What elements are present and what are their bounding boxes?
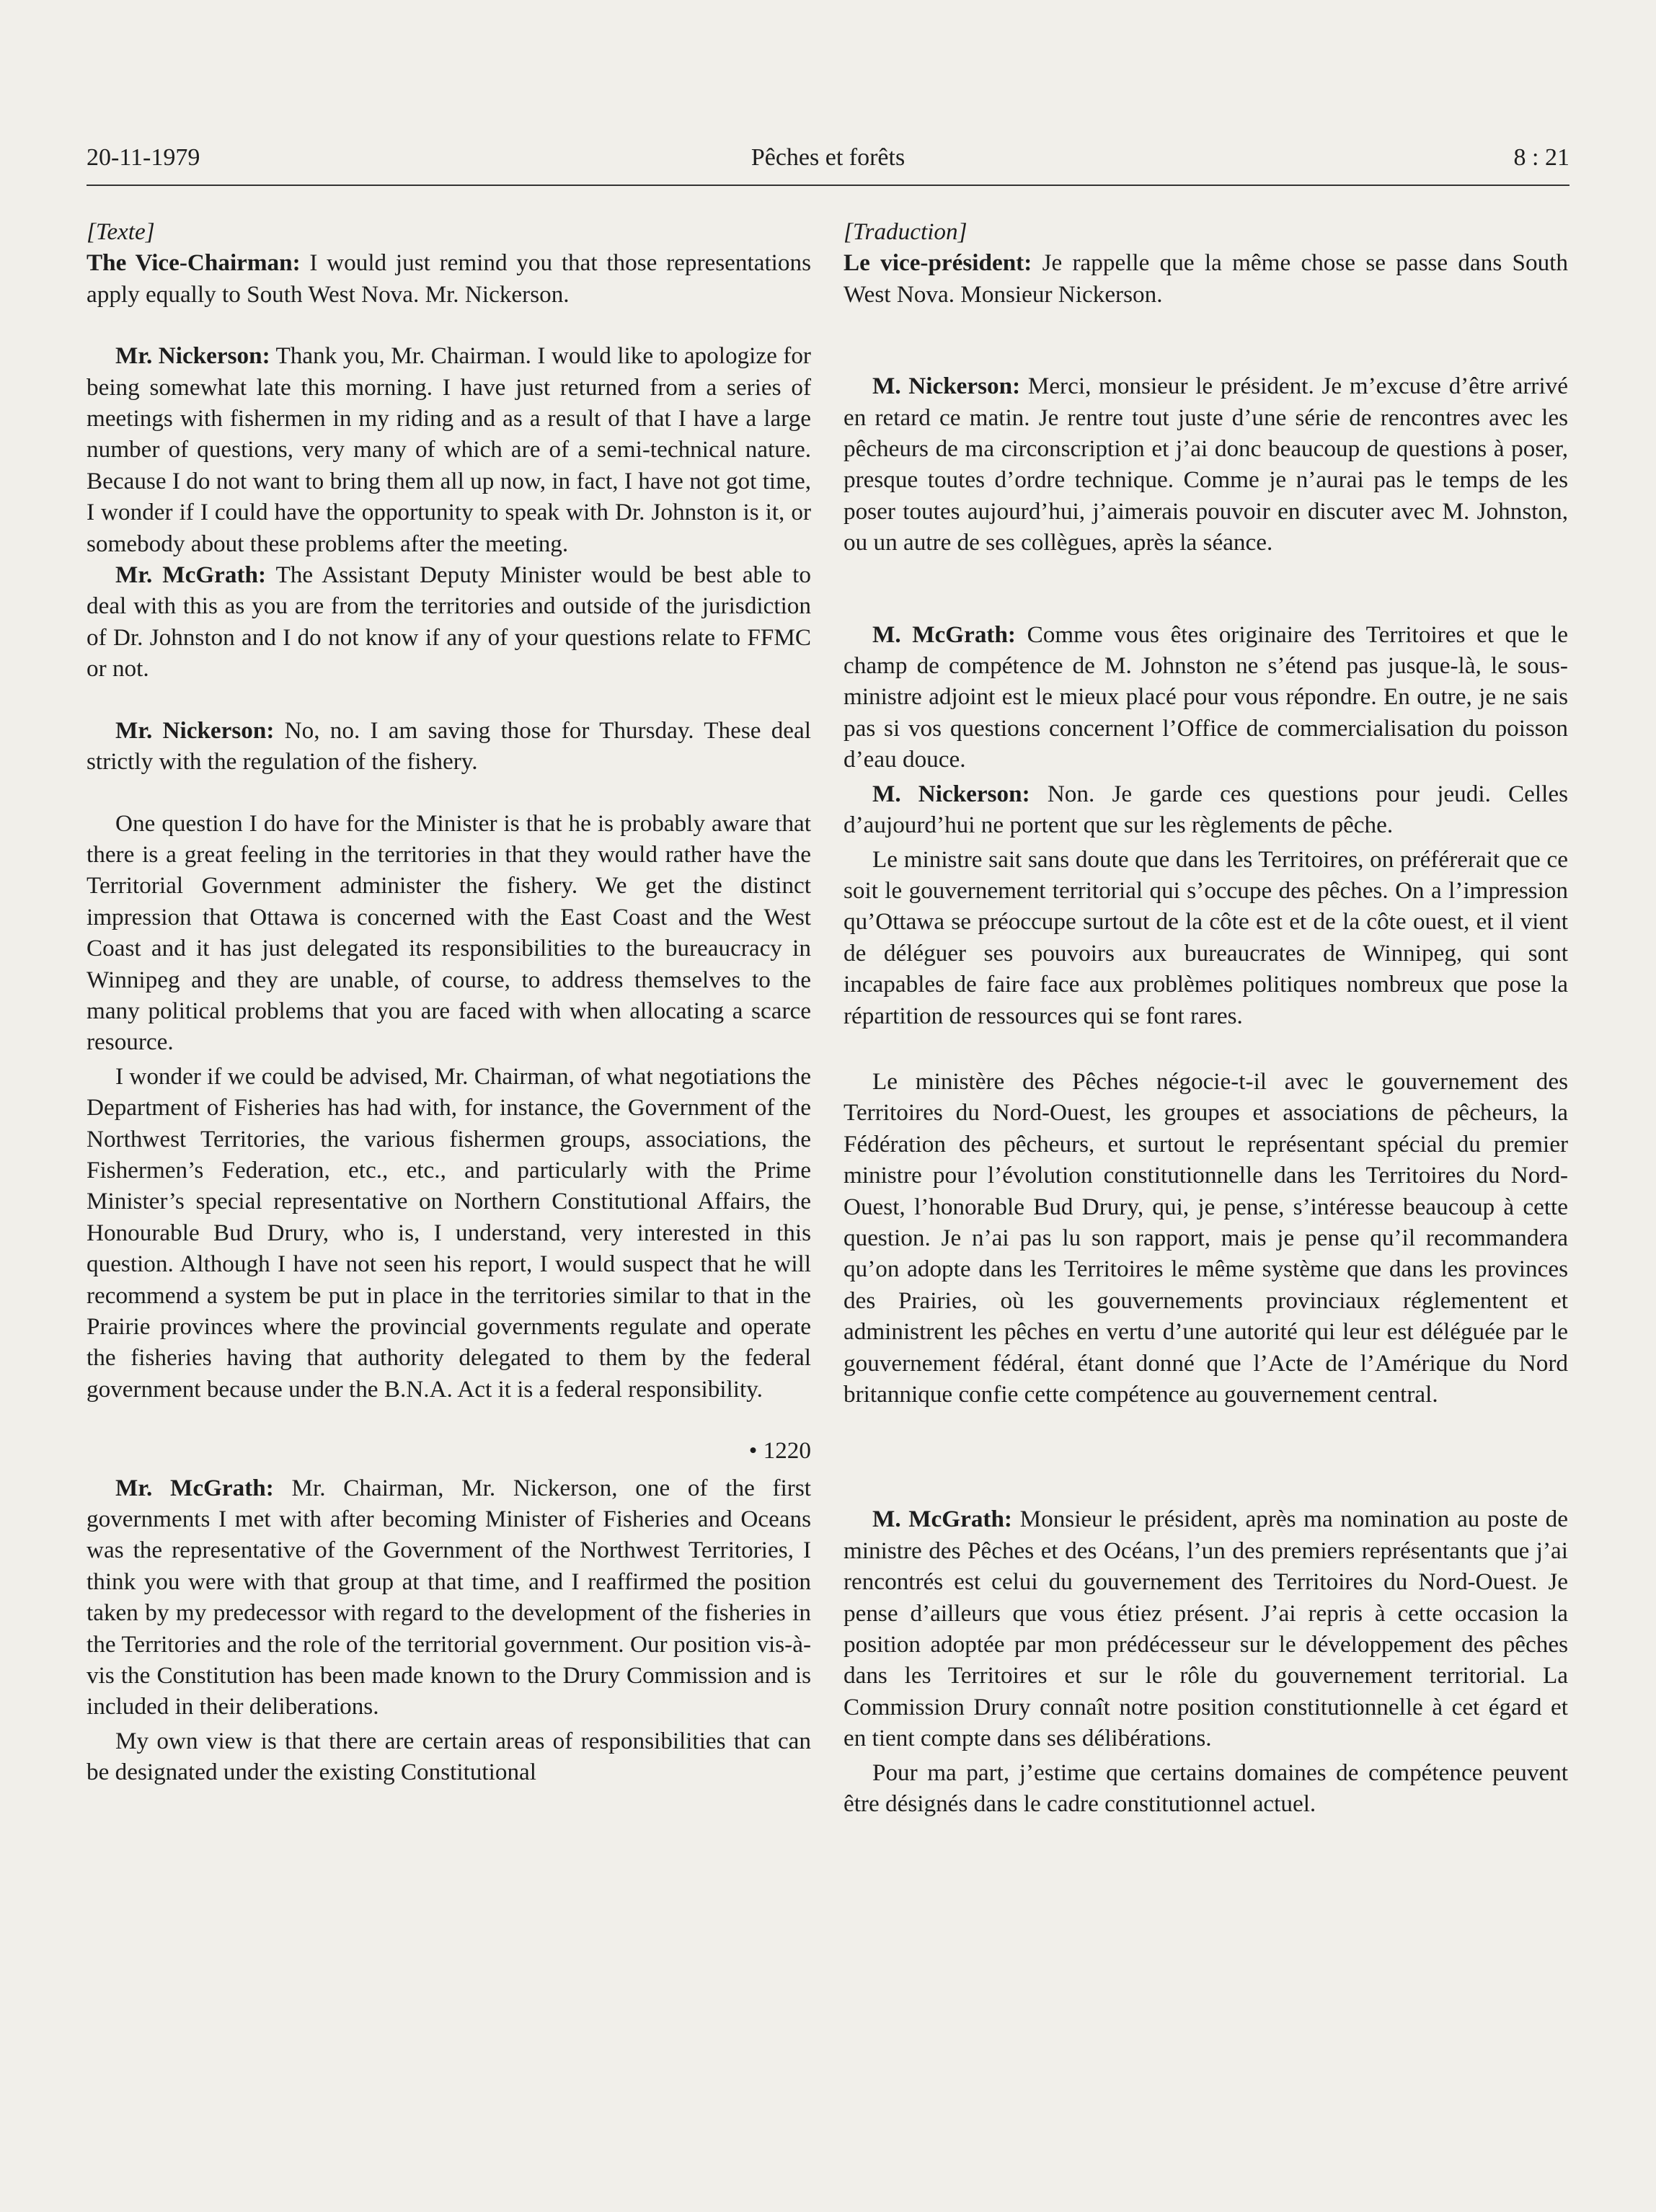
paragraph: My own view is that there are certain areas of responsibilities that can be designated under the existing Constitutional xyxy=(87,1727,811,1786)
paragraph-text: The Assistant Deputy Minister would be best able to deal with this as you are from the territories and outside of the jurisdiction of Dr. Johnston and I do not know if any of your questions relate to FFMC or not. xyxy=(87,561,811,683)
paragraph xyxy=(844,619,1568,776)
speaker-name: Mr. Nickerson: xyxy=(115,342,270,370)
paragraph-text: Mr. Chairman, Mr. Nickerson, one of the first governments I met with after becoming Minister of Fisheries and Oceans was the representative of the Government of the Northwest Territories, I think you were with that group at that time, and I reaffirmed the position taken by my predecessor with regard to the development of the fisheries in the Territories and the role of the territorial government. Our position vis-à-vis the Constitution has been made known to the Drury Commission and is included in their deliberations. xyxy=(87,1474,811,1720)
speaker-name: M. Nickerson: xyxy=(872,373,1021,400)
paragraph xyxy=(87,559,811,685)
paragraph: Le ministre sait sans doute que dans les Territoires, on préférerait que ce soit le gouvernement territorial qui s’occupe des pêches. On a l’impression qu’Ottawa se préoccupe surtout de la côte est et de la côte ouest, et il vient de déléguer ses pouvoirs aux bureaucrates de Winnipeg, qui sont incapables de faire face aux problèmes politiques nombreux que pose la répartition de ressources qui se font rares. xyxy=(844,845,1568,1029)
section-marker: [Texte] xyxy=(87,218,155,245)
speaker-name: M. McGrath: xyxy=(872,621,1016,648)
section-marker: [Traduction] xyxy=(844,218,968,245)
paragraph-text: Thank you, Mr. Chairman. I would like to apologize for being somewhat late this morning. I have just returned from a series of meetings with fishermen in my riding and as a result of that I have a large number of questions, very many of which are of a semi-technical nature. Because I do not want to bring them all up now, in fact, I have not got time, I wonder if I could have the opportunity to speak with Dr. Johnston is it, or somebody about these problems after the meeting. xyxy=(87,342,811,557)
time-marker: • 1220 xyxy=(748,1437,811,1465)
speaker-name: Mr. McGrath: xyxy=(115,561,267,589)
paragraph-text: No, no. I am saving those for Thursday. These deal strictly with the regulation of the fishery. xyxy=(87,716,811,776)
speaker-name: M. McGrath: xyxy=(872,1506,1012,1533)
paragraph: One question I do have for the Minister is that he is probably aware that there is a great feeling in the territories in that they would rather have the Territorial Government administer the fishery. We get the distinct impression that Ottawa is concerned with the East Coast and the West Coast and it has just delegated its responsibilities to the bureaucracy in Winnipeg and they are unable, of course, to address themselves to the many political problems that you are faced with when allocating a scarce resource. xyxy=(87,809,811,1056)
french-column xyxy=(844,216,1568,1819)
paragraph-text: Merci, monsieur le président. Je m’excuse d’être arrivé en retard ce matin. Je rentre tout juste d’une série de rencontres avec les pêcheurs de ma circonscription et j’ai donc beaucoup de questions à poser, presque toutes d’ordre technique. Comme je n’aurai pas le temps de les poser toutes aujourd’hui, j’aimerais pouvoir en discuter avec M. Johnston, ou un autre de ses collègues, après la séance. xyxy=(844,373,1568,556)
paragraph xyxy=(844,370,1568,558)
paragraph xyxy=(87,1473,811,1723)
paragraph: I wonder if we could be advised, Mr. Chairman, of what negotiations the Department of Fisheries has had with, for instance, the Government of the Northwest Territories, the various fishermen groups, associations, the Fishermen’s Federation, etc., etc., and particularly with the Prime Minister’s special representative on Northern Constitutional Affairs, the Honourable Bud Drury, who is, I understand, very interested in this question. Although I have not seen his report, I would suspect that he will recommend a system be put in place in the territories similar to that in the Prairie provinces where the provincial governments regulate and operate the fisheries having that authority delegated to them by the federal government because under the B.N.A. Act it is a federal responsibility. xyxy=(87,1062,811,1403)
header-title: Pêches et forêts xyxy=(750,144,906,171)
paragraph: Le ministère des Pêches négocie-t-il avec le gouvernement des Territoires du Nord-Ouest, les groupes et associations de pêcheurs, la Fédération des pêcheurs, et surtout le représentant spécial du premier ministre pour l’évolution constitutionnelle dans les Territoires du Nord-Ouest, l’honorable Bud Drury, qui, je pense, s’intéresse beaucoup à cette question. Je n’ai pas lu son rapport, mais je pense qu’il recommandera qu’on adopte dans les Territoires le même système que dans les provinces des Prairies, où les gouvernements provinciaux réglementent et administrent les pêches en vertu d’une autorité qui leur est déléguée par le gouvernement fédéral, étant donné que l’Acte de l’Amérique du Nord britannique confie cette compétence au gouvernement central. xyxy=(844,1067,1568,1408)
paragraph xyxy=(844,1503,1568,1754)
paragraph-text: Je rappelle que la même chose se passe dans South West Nova. Monsieur Nickerson. xyxy=(844,249,1568,308)
paragraph-text: Non. Je garde ces questions pour jeudi. Celles d’aujourd’hui ne portent que sur les règlements de pêche. xyxy=(844,780,1568,839)
paragraph-text: I would just remind you that those representations apply equally to South West Nova. Mr. Nickerson. xyxy=(87,249,811,308)
paragraph xyxy=(844,778,1568,841)
speaker-name: Mr. Nickerson: xyxy=(115,716,275,744)
paragraph xyxy=(87,715,811,778)
paragraph xyxy=(844,247,1568,310)
english-column xyxy=(87,216,811,1788)
header-date: 20-11-1979 xyxy=(87,144,200,171)
header-page-number: 8 : 21 xyxy=(1513,144,1569,171)
speaker-name: The Vice-Chairman: xyxy=(87,249,301,277)
paragraph xyxy=(87,247,811,310)
paragraph: Pour ma part, j’estime que certains domaines de compétence peuvent être désignés dans le cadre constitutionnel actuel. xyxy=(844,1759,1568,1818)
paragraph-text: Monsieur le président, après ma nomination au poste de ministre des Pêches et des Océans, l’un des premiers représentants que j’ai rencontrés est celui du gouvernement des Territoires du Nord-Ouest. Je pense d’ailleurs que vous étiez présent. J’ai repris à cette occasion la position adoptée par mon prédécesseur sur le développement des pêches dans les Territoires et sur le rôle du gouvernement territorial. La Commission Drury connaît notre position constitutionnelle à cet égard et en tient compte dans ses délibérations. xyxy=(844,1506,1568,1752)
speaker-name: M. Nickerson: xyxy=(872,780,1030,807)
page-header xyxy=(87,144,1569,186)
speaker-name: Mr. McGrath: xyxy=(115,1474,274,1501)
speaker-name: Le vice-président: xyxy=(844,249,1032,277)
paragraph xyxy=(87,340,811,559)
paragraph-text: Comme vous êtes originaire des Territoires et que le champ de compétence de M. Johnston ne s’étend pas jusque-là, le sous-ministre adjoint est le mieux placé pour vous répondre. En outre, je ne sais pas si vos questions concernent l’Office de commercialisation du poisson d’eau douce. xyxy=(844,621,1568,773)
